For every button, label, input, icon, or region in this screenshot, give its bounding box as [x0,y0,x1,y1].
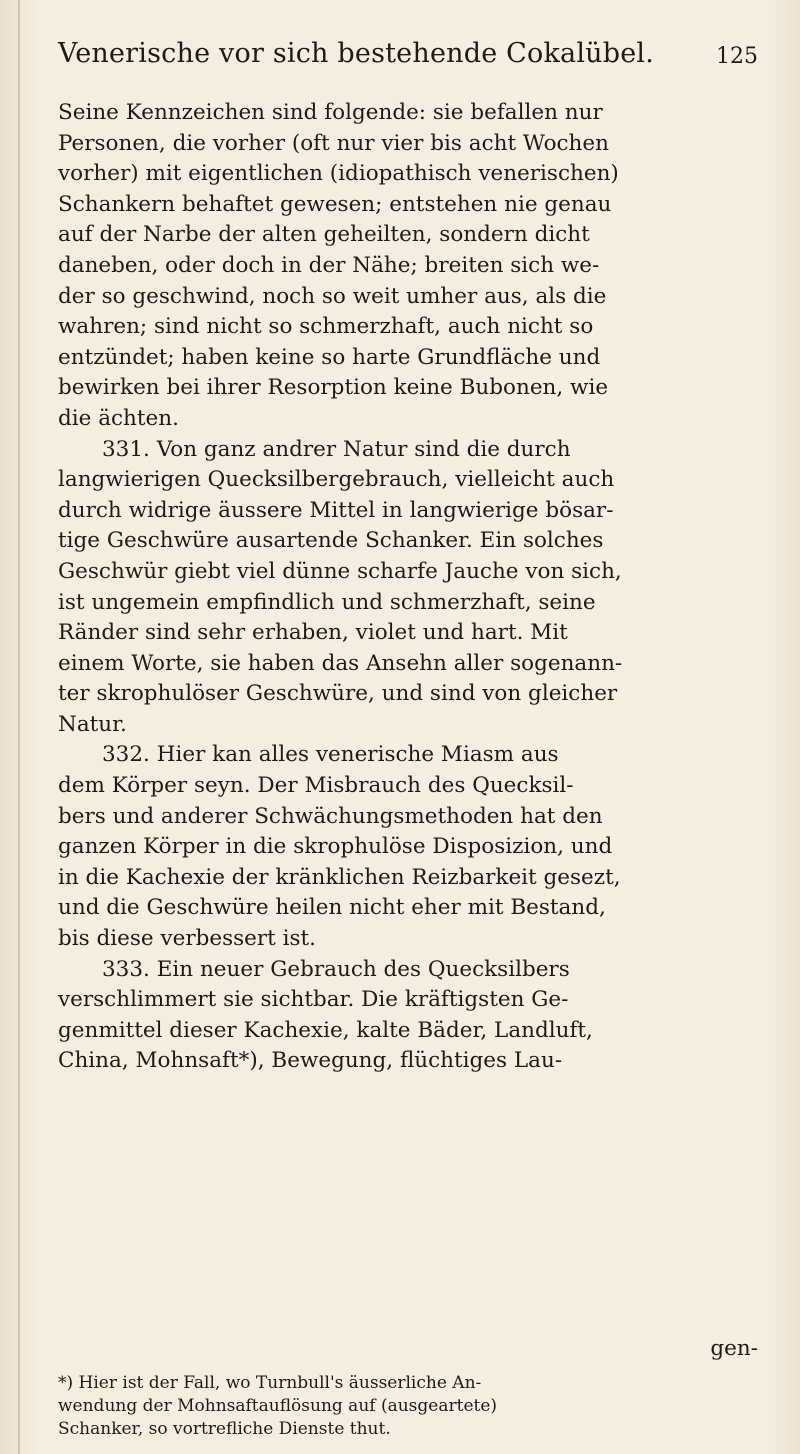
text-line: 333. Ein neuer Gebrauch des Quecksilbers [102,956,570,982]
running-head: Venerische vor sich bestehende Cokalübel. [58,38,655,69]
footnote-line: Schanker, so vortrefliche Dienste thut. [58,1419,391,1439]
footnote-line: wendung der Mohnsaftauflösung auf (ausgeartete) [58,1396,498,1416]
text-line: dem Körper seyn. Der Misbrauch des Quecksil- [58,773,574,799]
text-line: auf der Narbe der alten geheilten, sondern dicht [58,222,590,248]
text-line: vorher) mit eigentlichen (idiopathisch venerischen) [58,161,619,187]
text-line: verschlimmert sie sichtbar. Die kräftigsten Ge- [58,987,569,1013]
text-line: durch widrige äussere Mittel in langwierige bösar- [58,497,614,523]
text-line: China, Mohnsaft*), Bewegung, flüchtiges Lau- [58,1048,563,1074]
text-line: Seine Kennzeichen sind folgende: sie befallen nur [58,100,603,125]
page-number: 125 [716,44,758,69]
text-line: wahren; sind nicht so schmerzhaft, auch nicht so [58,314,594,340]
text-line: Personen, die vorher (oft nur vier bis acht Wochen [58,130,609,156]
text-line: bewirken bei ihrer Resorption keine Bubonen, wie [58,375,609,401]
text-line: tige Geschwüre ausartende Schanker. Ein solches [58,528,604,554]
text-line: 332. Hier kan alles venerische Miasm aus [102,742,559,768]
text-line: Ränder sind sehr erhaben, violet und hart. Mit [58,620,568,646]
text-line: entzündet; haben keine so harte Grundfläche und [58,344,601,370]
text-line: bis diese verbessert ist. [58,926,317,952]
text-line: in die Kachexie der kränklichen Reizbarkeit gesezt, [58,864,621,890]
text-line: daneben, oder doch in der Nähe; breiten sich we- [58,252,600,278]
text-line: einem Worte, sie haben das Ansehn aller sogenann- [58,650,623,676]
page-header [58,38,758,78]
text-line: 331. Von ganz andrer Natur sind die durch [102,436,571,462]
text-line: Geschwür giebt viel dünne scharfe Jauche von sich, [58,558,622,584]
body-text [58,98,758,1077]
text-line: genmittel dieser Kachexie, kalte Bäder, Landluft, [58,1017,593,1043]
text-line: ganzen Körper in die skrophulöse Disposizion, und [58,834,613,860]
text-line: ter skrophulöser Geschwüre, und sind von gleicher [58,681,618,707]
text-line: Schankern behaftet gewesen; entstehen nie genau [58,191,612,217]
catchword: gen- [710,1336,758,1361]
footnote-line: *) Hier ist der Fall, wo Turnbull's äusserliche An- [58,1373,482,1393]
text-line: und die Geschwüre heilen nicht eher mit Bestand, [58,895,606,921]
footnote [58,1372,758,1441]
text-line: die ächten. [58,405,179,431]
text-line: ist ungemein empfindlich und schmerzhaft, seine [58,589,596,615]
text-line: der so geschwind, noch so weit umher aus, als die [58,283,607,309]
text-line: Natur. [58,711,127,737]
text-line: bers und anderer Schwächungsmethoden hat den [58,803,603,829]
text-line: langwierigen Quecksilbergebrauch, vielleicht auch [58,467,615,493]
page-gutter [18,0,20,1454]
